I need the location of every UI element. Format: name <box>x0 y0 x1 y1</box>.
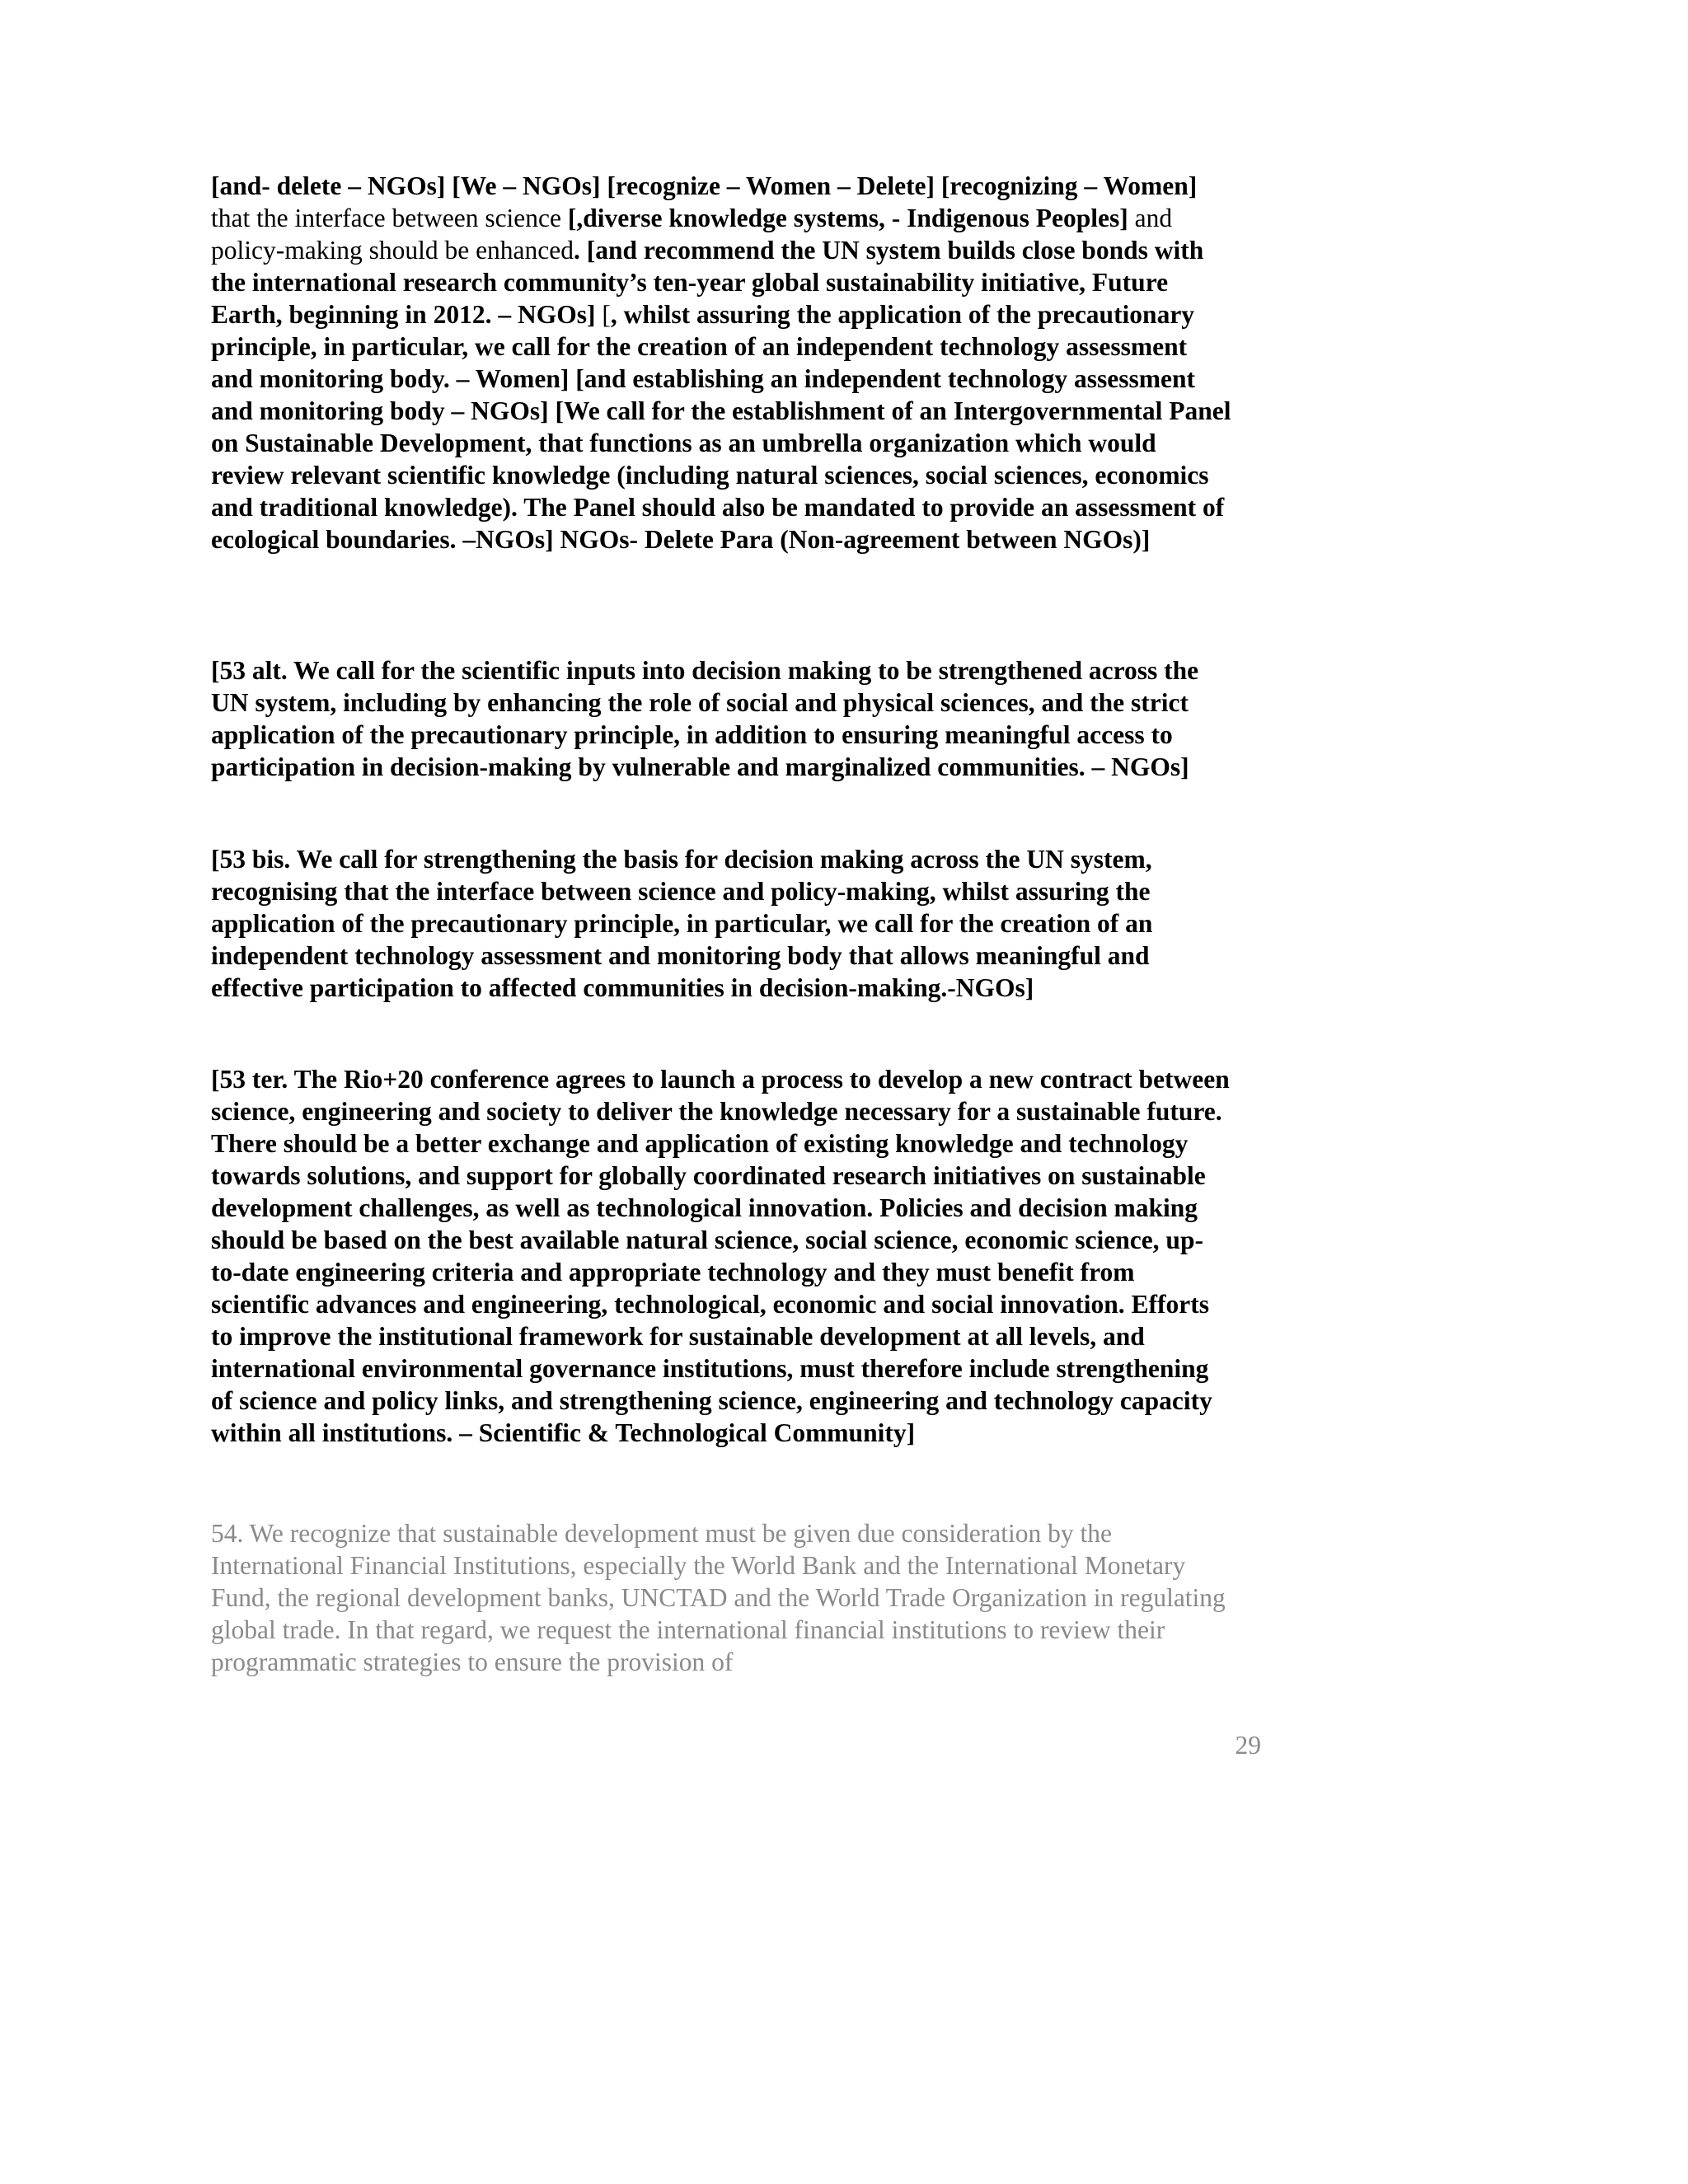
paragraph-53-alt: [53 alt. We call for the scientific inputs into decision making to be strengthened across the UN system, including by enhancing the role of social and physical sciences, and the strict application of the precautionary principle, in addition to ensuring meaningful access to participation in decision-making by vulnerable and marginalized communities. – NGOs] <box>211 656 1199 781</box>
intro-ngo-recommendation: . [and recommend the UN system builds close bonds with the international research community’s ten-year global sustainability initiative, Future Earth, beginning in 2012. – NGOs] <box>211 236 1204 329</box>
intro-open-bracket: [ <box>595 300 611 329</box>
paragraph-53-ter: [53 ter. The Rio+20 conference agrees to launch a process to develop a new contract between science, engineering and society to deliver the knowledge necessary for a sustainable future. There should be a better exchange and application of existing knowledge and technology towards solutions, and support for globally coordinated research initiatives on sustainable development challenges, as well as technological innovation. Policies and decision making should be based on the best available natural science, social science, economic science, up-to-date engineering criteria and appropriate technology and they must benefit from scientific advances and engineering, technological, economic and social innovation. Efforts to improve the institutional framework for sustainable development at all levels, and international environmental governance institutions, must therefore include strengthening of science and policy links, and strengthening science, engineering and technology capacity within all institutions. – Scientific & Technological Community] <box>211 1065 1230 1447</box>
paragraph-intro <box>211 170 1233 555</box>
paragraph-53-bis: [53 bis. We call for strengthening the basis for decision making across the UN system, recognising that the interface between science and policy-making, whilst assuring the application of the precautionary principle, in particular, we call for the creation of an independent technology assessment and monitoring body that allows meaningful and effective participation to affected communities in decision-making.-NGOs] <box>211 845 1153 1002</box>
page-number: 29 <box>1235 1731 1261 1760</box>
paragraph-54: 54. We recognize that sustainable development must be given due consideration by the International Financial Institutions, especially the World Bank and the International Monetary Fund, the regional development banks, UNCTAD and the World Trade Organization in regulating global trade. In that regard, we request the international financial institutions to review their programmatic strategies to ensure the provision of <box>211 1519 1226 1676</box>
intro-women-ngo-inserts: , whilst assuring the application of the precautionary principle, in particular, we call for the creation of an independent technology assessment and monitoring body. – Women] [and establishing an independent technology assessment and monitoring body – NGOs] [We call for the establishment of an Intergovernmental Panel on Sustainable Development, that functions as an umbrella organization which would review relevant scientific knowledge (including natural sciences, social sciences, economics and traditional knowledge). The Panel should also be mandated to provide an assessment of ecological boundaries. –NGOs] NGOs- Delete Para (Non-agreement between NGOs)] <box>211 300 1231 554</box>
intro-indigenous-insert: [,diverse knowledge systems, - Indigenous Peoples] <box>567 204 1128 232</box>
intro-policy-text: and policy-making should be enhanced <box>211 204 1173 265</box>
intro-bracket-edits: [and- delete – NGOs] [We – NGOs] [recognize – Women – Delete] [recognizing – Women] <box>211 171 1198 200</box>
intro-main-text: that the interface between science <box>211 204 568 232</box>
